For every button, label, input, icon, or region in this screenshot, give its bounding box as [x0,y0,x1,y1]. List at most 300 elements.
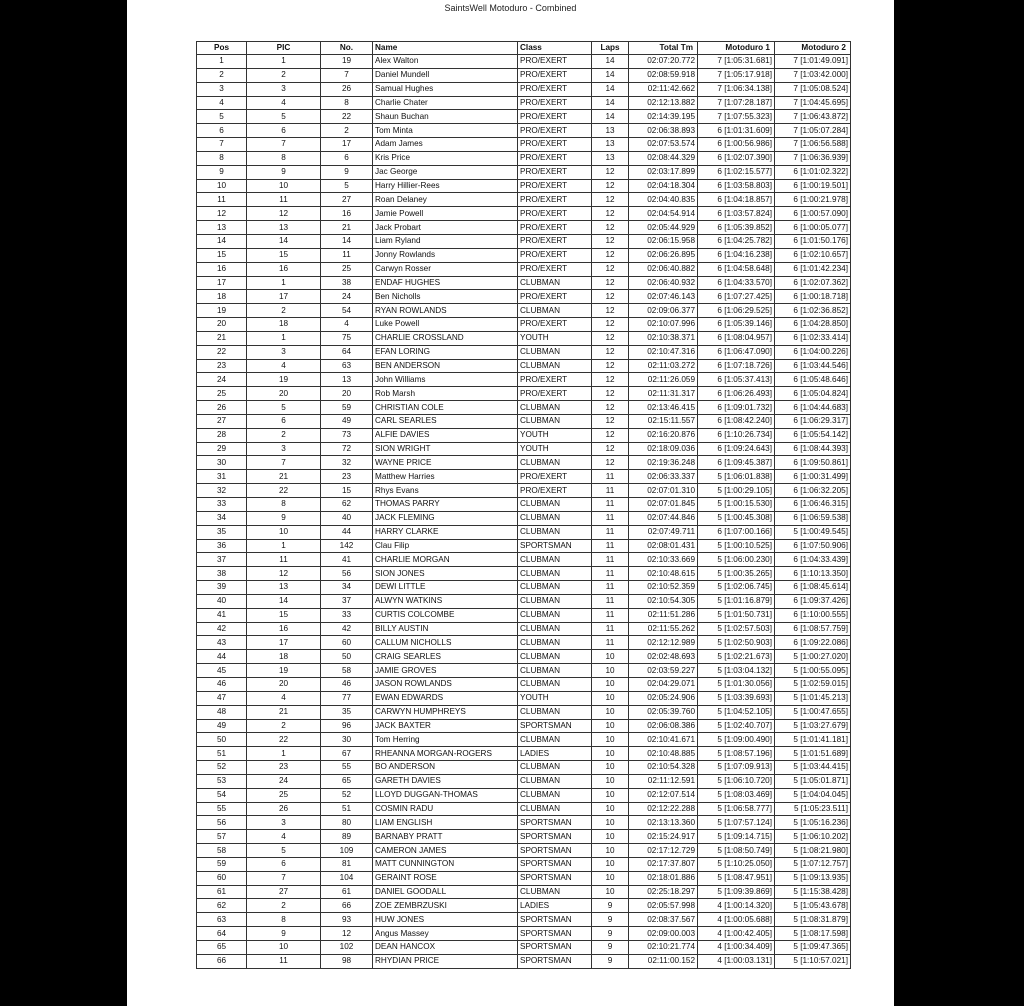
number-cell: 65 [321,774,373,788]
class-cell: PRO/EXERT [518,68,592,82]
table-row [197,539,851,553]
table-row [197,844,851,858]
total-time-cell: 02:11:51.286 [629,608,698,622]
class-cell: CLUBMAN [518,802,592,816]
number-cell: 19 [321,55,373,69]
pic-cell: 3 [247,816,321,830]
class-cell: PRO/EXERT [518,318,592,332]
laps-cell: 11 [592,470,629,484]
table-row [197,761,851,775]
pos-cell: 8 [197,151,247,165]
pic-cell: 11 [247,954,321,968]
header-row [197,42,851,55]
table-row [197,193,851,207]
laps-cell: 10 [592,761,629,775]
motoduro-2-cell: 6 [1:00:21.978] [775,193,851,207]
class-cell: PRO/EXERT [518,165,592,179]
total-time-cell: 02:03:59.227 [629,664,698,678]
total-time-cell: 02:05:44.929 [629,221,698,235]
laps-cell: 10 [592,774,629,788]
motoduro-1-cell: 7 [1:05:31.681] [698,55,775,69]
motoduro-2-cell: 5 [1:01:41.181] [775,733,851,747]
name-cell: Charlie Chater [373,96,518,110]
laps-cell: 12 [592,193,629,207]
pos-cell: 13 [197,221,247,235]
total-time-cell: 02:11:00.152 [629,954,698,968]
pic-cell: 5 [247,844,321,858]
class-cell: CLUBMAN [518,525,592,539]
class-cell: PRO/EXERT [518,248,592,262]
name-cell: BEN ANDERSON [373,359,518,373]
total-time-cell: 02:12:22.288 [629,802,698,816]
pic-cell: 12 [247,207,321,221]
pic-cell: 24 [247,774,321,788]
name-cell: SION JONES [373,567,518,581]
pic-cell: 4 [247,359,321,373]
laps-cell: 12 [592,345,629,359]
name-cell: Tom Herring [373,733,518,747]
pos-cell: 57 [197,830,247,844]
motoduro-1-cell: 5 [1:01:30.056] [698,677,775,691]
laps-cell: 10 [592,857,629,871]
class-cell: YOUTH [518,442,592,456]
motoduro-2-cell: 7 [1:04:45.695] [775,96,851,110]
class-cell: CLUBMAN [518,774,592,788]
laps-cell: 13 [592,124,629,138]
motoduro-2-cell: 6 [1:00:18.718] [775,290,851,304]
laps-cell: 12 [592,248,629,262]
header-no: No. [321,42,373,55]
laps-cell: 12 [592,387,629,401]
pic-cell: 20 [247,677,321,691]
class-cell: CLUBMAN [518,733,592,747]
pos-cell: 62 [197,899,247,913]
motoduro-1-cell: 5 [1:07:09.913] [698,761,775,775]
name-cell: Alex Walton [373,55,518,69]
class-cell: CLUBMAN [518,276,592,290]
number-cell: 30 [321,733,373,747]
table-row [197,913,851,927]
name-cell: SION WRIGHT [373,442,518,456]
total-time-cell: 02:09:00.003 [629,927,698,941]
laps-cell: 10 [592,844,629,858]
motoduro-1-cell: 5 [1:09:39.869] [698,885,775,899]
name-cell: Adam James [373,138,518,152]
name-cell: Kris Price [373,151,518,165]
total-time-cell: 02:04:54.914 [629,207,698,221]
pic-cell: 3 [247,345,321,359]
class-cell: CLUBMAN [518,414,592,428]
table-row [197,636,851,650]
motoduro-2-cell: 7 [1:05:08.524] [775,82,851,96]
table-row [197,55,851,69]
laps-cell: 11 [592,553,629,567]
class-cell: PRO/EXERT [518,82,592,96]
motoduro-2-cell: 7 [1:05:07.284] [775,124,851,138]
pic-cell: 6 [247,857,321,871]
motoduro-1-cell: 6 [1:07:18.726] [698,359,775,373]
number-cell: 27 [321,193,373,207]
laps-cell: 10 [592,677,629,691]
number-cell: 15 [321,484,373,498]
table-row [197,290,851,304]
pos-cell: 11 [197,193,247,207]
name-cell: CHARLIE MORGAN [373,553,518,567]
total-time-cell: 02:07:01.310 [629,484,698,498]
name-cell: DANIEL GOODALL [373,885,518,899]
number-cell: 46 [321,677,373,691]
pos-cell: 16 [197,262,247,276]
laps-cell: 11 [592,511,629,525]
class-cell: CLUBMAN [518,511,592,525]
total-time-cell: 02:18:09.036 [629,442,698,456]
pic-cell: 5 [247,110,321,124]
pos-cell: 61 [197,885,247,899]
motoduro-2-cell: 5 [1:00:47.655] [775,705,851,719]
total-time-cell: 02:11:31.317 [629,387,698,401]
table-row [197,124,851,138]
name-cell: Rhys Evans [373,484,518,498]
pic-cell: 10 [247,941,321,955]
class-cell: PRO/EXERT [518,373,592,387]
laps-cell: 11 [592,539,629,553]
pic-cell: 1 [247,331,321,345]
pic-cell: 26 [247,802,321,816]
table-row [197,110,851,124]
total-time-cell: 02:10:21.774 [629,941,698,955]
motoduro-1-cell: 6 [1:05:39.146] [698,318,775,332]
motoduro-1-cell: 4 [1:00:14.320] [698,899,775,913]
pos-cell: 34 [197,511,247,525]
motoduro-1-cell: 5 [1:03:39.693] [698,691,775,705]
motoduro-2-cell: 5 [1:09:47.365] [775,941,851,955]
laps-cell: 11 [592,594,629,608]
motoduro-1-cell: 5 [1:06:01.838] [698,470,775,484]
total-time-cell: 02:11:12.591 [629,774,698,788]
motoduro-2-cell: 6 [1:06:46.315] [775,498,851,512]
pic-cell: 11 [247,193,321,207]
name-cell: CHRISTIAN COLE [373,401,518,415]
table-row [197,954,851,968]
pic-cell: 8 [247,151,321,165]
pic-cell: 9 [247,165,321,179]
pos-cell: 47 [197,691,247,705]
motoduro-1-cell: 6 [1:10:26.734] [698,428,775,442]
name-cell: JACK BAXTER [373,719,518,733]
motoduro-1-cell: 5 [1:00:15.530] [698,498,775,512]
header-laps: Laps [592,42,629,55]
pos-cell: 45 [197,664,247,678]
number-cell: 73 [321,428,373,442]
motoduro-2-cell: 6 [1:08:44.393] [775,442,851,456]
table-row [197,138,851,152]
table-row [197,525,851,539]
motoduro-2-cell: 5 [1:07:12.757] [775,857,851,871]
table-row [197,331,851,345]
name-cell: Jamie Powell [373,207,518,221]
total-time-cell: 02:08:59.918 [629,68,698,82]
motoduro-1-cell: 7 [1:07:28.187] [698,96,775,110]
pic-cell: 5 [247,401,321,415]
class-cell: SPORTSMAN [518,539,592,553]
number-cell: 109 [321,844,373,858]
pos-cell: 25 [197,387,247,401]
total-time-cell: 02:08:01.431 [629,539,698,553]
number-cell: 21 [321,221,373,235]
number-cell: 49 [321,414,373,428]
pos-cell: 21 [197,331,247,345]
laps-cell: 10 [592,691,629,705]
class-cell: SPORTSMAN [518,927,592,941]
total-time-cell: 02:04:29.071 [629,677,698,691]
number-cell: 80 [321,816,373,830]
table-row [197,553,851,567]
header-pos: Pos [197,42,247,55]
name-cell: LLOYD DUGGAN-THOMAS [373,788,518,802]
number-cell: 52 [321,788,373,802]
motoduro-1-cell: 6 [1:08:42.240] [698,414,775,428]
pos-cell: 66 [197,954,247,968]
number-cell: 142 [321,539,373,553]
pos-cell: 9 [197,165,247,179]
motoduro-2-cell: 6 [1:05:04.824] [775,387,851,401]
number-cell: 44 [321,525,373,539]
number-cell: 81 [321,857,373,871]
laps-cell: 9 [592,899,629,913]
motoduro-1-cell: 6 [1:01:31.609] [698,124,775,138]
motoduro-2-cell: 7 [1:06:56.588] [775,138,851,152]
pic-cell: 2 [247,304,321,318]
total-time-cell: 02:16:20.876 [629,428,698,442]
pos-cell: 36 [197,539,247,553]
motoduro-1-cell: 5 [1:02:06.745] [698,581,775,595]
laps-cell: 10 [592,830,629,844]
number-cell: 20 [321,387,373,401]
laps-cell: 13 [592,151,629,165]
number-cell: 38 [321,276,373,290]
motoduro-1-cell: 6 [1:07:27.425] [698,290,775,304]
motoduro-2-cell: 6 [1:08:45.614] [775,581,851,595]
results-table [196,41,851,969]
table-row [197,622,851,636]
laps-cell: 10 [592,871,629,885]
motoduro-1-cell: 6 [1:03:58.803] [698,179,775,193]
motoduro-1-cell: 4 [1:00:42.405] [698,927,775,941]
motoduro-1-cell: 6 [1:05:37.413] [698,373,775,387]
pos-cell: 24 [197,373,247,387]
class-cell: SPORTSMAN [518,913,592,927]
pos-cell: 56 [197,816,247,830]
laps-cell: 14 [592,55,629,69]
total-time-cell: 02:15:11.557 [629,414,698,428]
name-cell: HUW JONES [373,913,518,927]
laps-cell: 10 [592,747,629,761]
motoduro-2-cell: 5 [1:02:59.015] [775,677,851,691]
class-cell: SPORTSMAN [518,857,592,871]
pic-cell: 17 [247,290,321,304]
motoduro-1-cell: 5 [1:09:14.715] [698,830,775,844]
motoduro-1-cell: 5 [1:08:47.951] [698,871,775,885]
total-time-cell: 02:04:18.304 [629,179,698,193]
pic-cell: 14 [247,234,321,248]
table-row [197,234,851,248]
laps-cell: 12 [592,428,629,442]
class-cell: YOUTH [518,691,592,705]
number-cell: 8 [321,96,373,110]
pos-cell: 32 [197,484,247,498]
class-cell: SPORTSMAN [518,830,592,844]
pos-cell: 7 [197,138,247,152]
pos-cell: 33 [197,498,247,512]
table-row [197,470,851,484]
number-cell: 11 [321,248,373,262]
total-time-cell: 02:18:01.886 [629,871,698,885]
number-cell: 12 [321,927,373,941]
motoduro-2-cell: 5 [1:08:31.879] [775,913,851,927]
class-cell: PRO/EXERT [518,470,592,484]
number-cell: 59 [321,401,373,415]
table-row [197,788,851,802]
motoduro-2-cell: 7 [1:06:43.872] [775,110,851,124]
total-time-cell: 02:08:37.567 [629,913,698,927]
total-time-cell: 02:12:12.989 [629,636,698,650]
pic-cell: 18 [247,318,321,332]
motoduro-2-cell: 6 [1:06:59.538] [775,511,851,525]
pos-cell: 39 [197,581,247,595]
name-cell: Luke Powell [373,318,518,332]
number-cell: 34 [321,581,373,595]
motoduro-2-cell: 5 [1:01:45.213] [775,691,851,705]
class-cell: PRO/EXERT [518,207,592,221]
laps-cell: 12 [592,221,629,235]
total-time-cell: 02:07:53.574 [629,138,698,152]
laps-cell: 9 [592,913,629,927]
pos-cell: 19 [197,304,247,318]
pic-cell: 17 [247,636,321,650]
motoduro-1-cell: 7 [1:07:55.323] [698,110,775,124]
pos-cell: 46 [197,677,247,691]
class-cell: PRO/EXERT [518,151,592,165]
number-cell: 4 [321,318,373,332]
table-row [197,650,851,664]
name-cell: LIAM ENGLISH [373,816,518,830]
pic-cell: 7 [247,138,321,152]
name-cell: GERAINT ROSE [373,871,518,885]
pic-cell: 2 [247,68,321,82]
total-time-cell: 02:17:12.729 [629,844,698,858]
name-cell: ENDAF HUGHES [373,276,518,290]
total-time-cell: 02:12:07.514 [629,788,698,802]
motoduro-2-cell: 6 [1:05:48.646] [775,373,851,387]
motoduro-1-cell: 5 [1:01:50.731] [698,608,775,622]
pos-cell: 52 [197,761,247,775]
class-cell: PRO/EXERT [518,262,592,276]
motoduro-1-cell: 6 [1:04:33.570] [698,276,775,290]
total-time-cell: 02:10:48.615 [629,567,698,581]
pic-cell: 27 [247,885,321,899]
total-time-cell: 02:10:52.359 [629,581,698,595]
total-time-cell: 02:07:49.711 [629,525,698,539]
total-time-cell: 02:05:39.760 [629,705,698,719]
motoduro-2-cell: 6 [1:10:13.350] [775,567,851,581]
class-cell: CLUBMAN [518,885,592,899]
laps-cell: 12 [592,331,629,345]
laps-cell: 12 [592,359,629,373]
pos-cell: 64 [197,927,247,941]
table-row [197,830,851,844]
pic-cell: 8 [247,913,321,927]
total-time-cell: 02:10:41.671 [629,733,698,747]
class-cell: CLUBMAN [518,650,592,664]
motoduro-1-cell: 6 [1:06:26.493] [698,387,775,401]
pos-cell: 14 [197,234,247,248]
pos-cell: 30 [197,456,247,470]
total-time-cell: 02:06:26.895 [629,248,698,262]
total-time-cell: 02:06:15.958 [629,234,698,248]
number-cell: 60 [321,636,373,650]
pos-cell: 44 [197,650,247,664]
table-row [197,359,851,373]
number-cell: 41 [321,553,373,567]
number-cell: 67 [321,747,373,761]
class-cell: PRO/EXERT [518,193,592,207]
class-cell: PRO/EXERT [518,96,592,110]
total-time-cell: 02:06:33.337 [629,470,698,484]
motoduro-2-cell: 5 [1:05:43.678] [775,899,851,913]
total-time-cell: 02:07:46.143 [629,290,698,304]
laps-cell: 10 [592,816,629,830]
total-time-cell: 02:10:54.305 [629,594,698,608]
class-cell: SPORTSMAN [518,719,592,733]
laps-cell: 10 [592,719,629,733]
number-cell: 72 [321,442,373,456]
name-cell: GARETH DAVIES [373,774,518,788]
class-cell: CLUBMAN [518,761,592,775]
name-cell: ALWYN WATKINS [373,594,518,608]
laps-cell: 12 [592,318,629,332]
name-cell: Jonny Rowlands [373,248,518,262]
class-cell: CLUBMAN [518,608,592,622]
motoduro-2-cell: 6 [1:04:44.683] [775,401,851,415]
motoduro-2-cell: 5 [1:05:16.236] [775,816,851,830]
motoduro-2-cell: 6 [1:02:33.414] [775,331,851,345]
number-cell: 23 [321,470,373,484]
class-cell: PRO/EXERT [518,179,592,193]
motoduro-2-cell: 5 [1:00:55.095] [775,664,851,678]
pos-cell: 53 [197,774,247,788]
document-title: SaintsWell Motoduro - Combined [444,3,577,13]
class-cell: PRO/EXERT [518,387,592,401]
total-time-cell: 02:10:07.996 [629,318,698,332]
pic-cell: 19 [247,664,321,678]
table-row [197,221,851,235]
name-cell: Roan Delaney [373,193,518,207]
motoduro-1-cell: 5 [1:04:52.105] [698,705,775,719]
pic-cell: 6 [247,124,321,138]
name-cell: DEAN HANCOX [373,941,518,955]
motoduro-2-cell: 6 [1:02:36.852] [775,304,851,318]
pos-cell: 15 [197,248,247,262]
name-cell: BO ANDERSON [373,761,518,775]
name-cell: EWAN EDWARDS [373,691,518,705]
pic-cell: 15 [247,608,321,622]
number-cell: 75 [321,331,373,345]
results-body [197,55,851,969]
laps-cell: 10 [592,733,629,747]
name-cell: JASON ROWLANDS [373,677,518,691]
table-row [197,151,851,165]
table-row [197,207,851,221]
